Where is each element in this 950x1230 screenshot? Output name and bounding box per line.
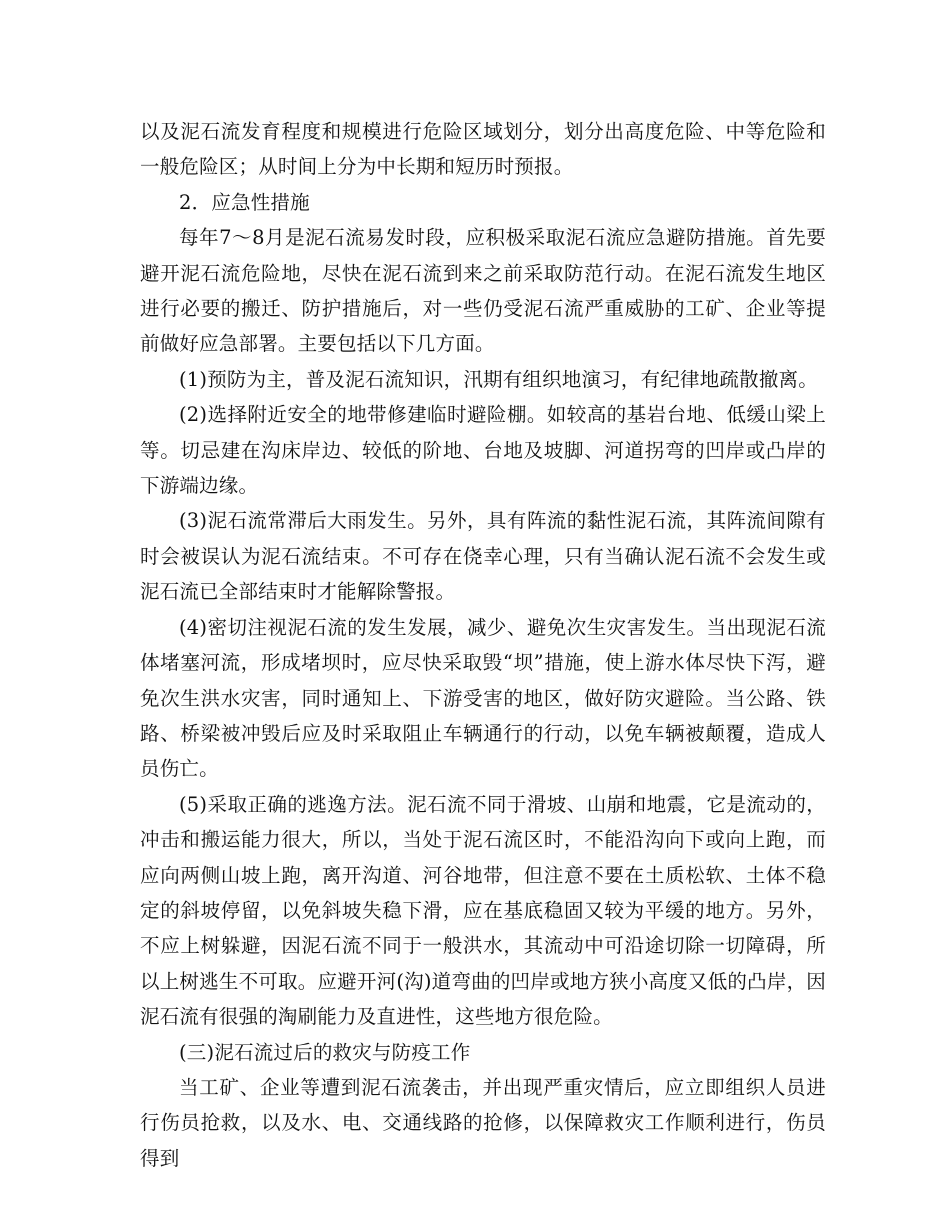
document-body xyxy=(140,114,826,1176)
list-item-2: (2)选择附近安全的地带修建临时避险棚。如较高的基岩台地、低缓山梁上等。切忌建在沟床岸边、较低的阶地、台地及坡脚、河道拐弯的凹岸或凸岸的下游端边缘。 xyxy=(140,403,826,498)
section-heading-emergency-measures: 2．应急性措施 xyxy=(179,190,310,214)
paragraph: 当工矿、企业等遭到泥石流袭击，并出现严重灾情后，应立即组织人员进行伤员抢救，以及水、电、交通线路的抢修，以保障救灾工作顺利进行，伤员得到 xyxy=(140,1075,826,1170)
list-item-3: (3)泥石流常滞后大雨发生。另外，具有阵流的黏性泥石流，其阵流间隙有时会被误认为泥石流结束。不可存在侥幸心理，只有当确认泥石流不会发生或泥石流已全部结束时才能解除警报。 xyxy=(140,509,826,604)
section-heading-relief-and-epidemic-prevention: (三)泥石流过后的救灾与防疫工作 xyxy=(179,1040,471,1064)
paragraph-continuation: 以及泥石流发育程度和规模进行危险区域划分，划分出高度危险、中等危险和一般危险区；从时间上分为中长期和短历时预报。 xyxy=(140,120,826,179)
list-item-4: (4)密切注视泥石流的发生发展，减少、避免次生灾害发生。当出现泥石流体堵塞河流，形成堵坝时，应尽快采取毁“坝”措施，使上游水体尽快下泻，避免次生洪水灾害，同时通知上、下游受害的地区，做好防灾避险。当公路、铁路、桥梁被冲毁后应及时采取阻止车辆通行的行动，以免车辆被颠覆，造成人员伤亡。 xyxy=(140,615,826,781)
list-item-1: (1)预防为主，普及泥石流知识，汛期有组织地演习，有纪律地疏散撤离。 xyxy=(179,367,818,391)
list-item-5: (5)采取正确的逃逸方法。泥石流不同于滑坡、山崩和地震，它是流动的，冲击和搬运能力很大，所以，当处于泥石流区时，不能沿沟向下或向上跑，而应向两侧山坡上跑，离开沟道、河谷地带，但注意不要在土质松软、土体不稳定的斜坡停留，以免斜坡失稳下滑，应在基底稳固又较为平缓的地方。另外，不应上树躲避，因泥石流不同于一般洪水，其流动中可沿途切除一切障碍，所以上树逃生不可取。应避开河(沟)道弯曲的凹岸或地方狭小高度又低的凸岸，因泥石流有很强的淘刷能力及直进性，这些地方很危险。 xyxy=(140,792,826,1029)
paragraph: 每年7～8月是泥石流易发时段，应积极采取泥石流应急避防措施。首先要避开泥石流危险地，尽快在泥石流到来之前采取防范行动。在泥石流发生地区进行必要的搬迁、防护措施后，对一些仍受泥石流严重威胁的工矿、企业等提前做好应急部署。主要包括以下几方面。 xyxy=(140,226,826,356)
